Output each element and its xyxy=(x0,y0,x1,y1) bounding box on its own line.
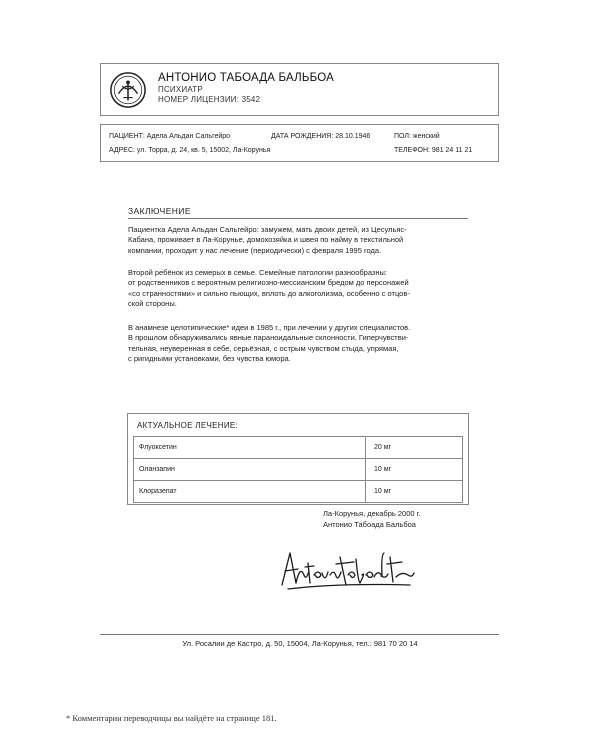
doctor-title: ПСИХИАТР xyxy=(158,85,203,94)
patient-address: АДРЕС: ул. Торра, д. 24, кв. 5, 15002, Ла-Корунья xyxy=(109,147,271,154)
doctor-name: АНТОНИО ТАБОАДА БАЛЬБОА xyxy=(158,72,334,84)
clinic-address: Ул. Росалии де Кастро, д. 50, 15004, Ла-Корунья, тел.: 981 70 20 14 xyxy=(182,639,418,648)
drug-name: Флуоксетин xyxy=(134,437,366,459)
drug-dose: 10 мг xyxy=(366,481,463,503)
patient-info xyxy=(100,124,499,162)
place-date: Ла-Корунья, декабрь 2000 г. xyxy=(323,509,421,518)
psychiatry-emblem-icon xyxy=(109,71,147,109)
drug-name: Клоразепат xyxy=(134,481,366,503)
conclusion-paragraph-3: В анамнезе целотипические* идеи в 1985 г., при лечении у других специалистов. В прошлом обнаруживались явные параноидальные склонности. Гиперчувстви- тельная, неуверенная в себе, серьёзная, с острым чувством стыда, упрямая, с ригидными установками, без чувства юмора. xyxy=(128,323,411,364)
conclusion-paragraph-2: Второй ребёнок из семерых в семье. Семейные патологии разнообразны: от родственников с вероятным религиозно-мессианским бредом до персонажей «со странностями» и сильно пьющих, вплоть до алкоголизма, особенно с отцов- ской стороны. xyxy=(128,268,410,309)
drug-name: Оланзапин xyxy=(134,459,366,481)
treatment-table xyxy=(133,436,463,503)
patient-birth-date: ДАТА РОЖДЕНИЯ: 28.10.1946 xyxy=(271,133,371,140)
patient-name: ПАЦИЕНТ: Адела Альдан Сальгейро xyxy=(109,133,231,140)
translator-footnote: * Комментарии переводчицы вы найдёте на странице 181. xyxy=(66,713,277,723)
drug-dose: 10 мг xyxy=(366,459,463,481)
table-row xyxy=(134,459,463,481)
signer-name: Антонио Табоада Бальбоа xyxy=(323,519,416,529)
signature-block xyxy=(323,509,421,530)
doctor-header xyxy=(100,63,499,116)
current-treatment xyxy=(127,413,469,505)
table-row xyxy=(134,481,463,503)
footer-divider xyxy=(100,634,499,635)
treatment-title: АКТУАЛЬНОЕ ЛЕЧЕНИЕ: xyxy=(137,421,239,430)
patient-sex: ПОЛ: женский xyxy=(394,133,440,140)
drug-dose: 20 мг xyxy=(366,437,463,459)
conclusion-paragraph-1: Пациентка Адела Альдан Сальгейро: замужем, мать двоих детей, из Цесульяс- Кабана, проживает в Ла-Корунье, домохозяйка и швея по найму в текстильной компании, проходит у нас лечение (периодически) с февраля 1995 года. xyxy=(128,225,407,255)
conclusion-divider xyxy=(128,218,468,219)
table-row xyxy=(134,437,463,459)
license-number: НОМЕР ЛИЦЕНЗИИ: 3542 xyxy=(158,95,261,104)
patient-phone: ТЕЛЕФОН: 981 24 11 21 xyxy=(394,147,473,154)
conclusion-title: ЗАКЛЮЧЕНИЕ xyxy=(128,206,191,216)
handwritten-signature xyxy=(278,545,418,595)
